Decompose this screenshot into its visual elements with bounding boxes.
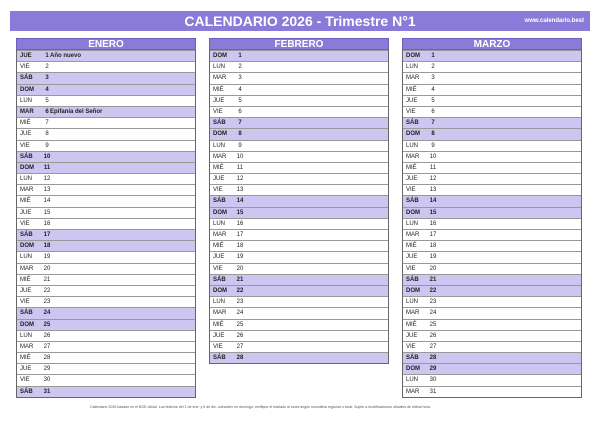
month-header: MARZO xyxy=(402,38,582,50)
day-number: 23 xyxy=(429,299,437,306)
weekday-label: VIE xyxy=(213,108,223,115)
day-row xyxy=(210,195,388,206)
weekday-label: LUN xyxy=(213,64,226,71)
day-number: 9 xyxy=(238,142,242,149)
weekday-label: JUE xyxy=(20,131,32,138)
weekday-label: MAR xyxy=(406,388,420,395)
weekday-label: MAR xyxy=(406,232,420,238)
day-row xyxy=(17,195,195,206)
weekday-label: LUN xyxy=(20,176,33,183)
day-number: 16 xyxy=(429,220,437,227)
day-number: 23 xyxy=(43,299,51,306)
day-number: 18 xyxy=(236,243,244,250)
weekday-label: LUN xyxy=(406,142,419,149)
weekday-label: JUE xyxy=(213,97,225,104)
day-number: 24 xyxy=(236,310,244,317)
weekday-label: SÁB xyxy=(213,198,226,205)
day-number: 30 xyxy=(429,377,437,384)
day-number: 11 xyxy=(43,164,51,171)
day-row xyxy=(17,307,195,318)
day-row xyxy=(210,84,388,95)
day-row xyxy=(17,117,195,128)
day-row xyxy=(17,84,195,95)
day-row xyxy=(403,307,581,318)
day-number: 12 xyxy=(43,176,51,183)
day-row xyxy=(17,363,195,374)
day-number: 27 xyxy=(429,343,437,350)
day-number: 18 xyxy=(43,243,51,250)
day-row xyxy=(210,207,388,218)
weekday-label: LUN xyxy=(406,377,419,384)
day-number: 25 xyxy=(43,321,51,328)
weekday-label: LUN xyxy=(213,299,226,306)
weekday-label: MAR xyxy=(406,75,420,82)
day-row xyxy=(17,285,195,296)
day-row xyxy=(17,173,195,184)
day-row xyxy=(210,229,388,240)
weekday-label: SÁB xyxy=(406,198,419,205)
day-row xyxy=(403,195,581,206)
weekday-label: VIE xyxy=(406,265,416,272)
day-number: 18 xyxy=(429,243,437,250)
day-number: 4 xyxy=(238,86,242,93)
day-number: 14 xyxy=(429,198,437,205)
weekday-label: LUN xyxy=(20,254,33,261)
day-number: 9 xyxy=(431,142,435,149)
day-number: 10 xyxy=(429,153,437,160)
day-row xyxy=(403,140,581,151)
weekday-label: JUE xyxy=(406,254,418,261)
day-number: 28 xyxy=(43,355,51,362)
day-row xyxy=(17,61,195,72)
day-row xyxy=(210,352,388,363)
weekday-label: MIÉ xyxy=(20,276,31,283)
weekday-label: MAR xyxy=(406,310,420,317)
day-number: 7 xyxy=(45,120,49,127)
weekday-label: SÁB xyxy=(406,355,419,362)
weekday-label: SÁB xyxy=(213,355,226,362)
day-number: 29 xyxy=(429,366,437,373)
weekday-label: JUE xyxy=(406,332,418,339)
day-number: 5 xyxy=(431,97,435,104)
day-number: 1 xyxy=(431,53,435,59)
weekday-label: MIÉ xyxy=(406,164,417,171)
day-row xyxy=(17,207,195,218)
day-row xyxy=(210,61,388,72)
day-number: 6 xyxy=(45,108,49,115)
day-row xyxy=(210,184,388,195)
day-number: 19 xyxy=(236,254,244,261)
day-number: 2 xyxy=(431,64,435,71)
weekday-label: MAR xyxy=(20,265,34,272)
day-number: 6 xyxy=(238,108,242,115)
day-number: 30 xyxy=(43,377,51,384)
day-row xyxy=(210,95,388,106)
day-number: 15 xyxy=(236,209,244,216)
day-row xyxy=(17,341,195,352)
day-row xyxy=(17,352,195,363)
weekday-label: MIÉ xyxy=(213,86,224,93)
weekday-label: SÁB xyxy=(213,276,226,283)
weekday-label: DOM xyxy=(406,53,420,59)
month-column-1 xyxy=(209,38,389,364)
weekday-label: LUN xyxy=(406,299,419,306)
day-row xyxy=(403,117,581,128)
day-number: 29 xyxy=(43,366,51,373)
weekday-label: MAR xyxy=(20,187,34,194)
weekday-label: DOM xyxy=(213,287,227,294)
day-number: 14 xyxy=(236,198,244,205)
day-row xyxy=(17,184,195,195)
weekday-label: MIÉ xyxy=(213,243,224,250)
day-row xyxy=(210,319,388,330)
day-row xyxy=(403,218,581,229)
day-number: 27 xyxy=(236,343,244,350)
day-number: 8 xyxy=(238,131,242,138)
weekday-label: MAR xyxy=(213,232,227,238)
weekday-label: VIE xyxy=(20,377,30,384)
day-row xyxy=(17,263,195,274)
day-row xyxy=(17,296,195,307)
weekday-label: MAR xyxy=(20,108,34,115)
day-row xyxy=(210,128,388,139)
holiday-label: Epifanía del Señor xyxy=(50,108,103,115)
weekday-label: JUE xyxy=(213,176,225,183)
month-header: FEBRERO xyxy=(209,38,389,50)
weekday-label: VIE xyxy=(213,343,223,350)
month-header: ENERO xyxy=(16,38,196,50)
weekday-label: LUN xyxy=(406,64,419,71)
weekday-label: DOM xyxy=(20,86,34,93)
day-number: 20 xyxy=(43,265,51,272)
weekday-label: VIE xyxy=(406,108,416,115)
day-number: 24 xyxy=(429,310,437,317)
weekday-label: JUE xyxy=(20,366,32,373)
weekday-label: JUE xyxy=(213,254,225,261)
day-row xyxy=(17,240,195,251)
weekday-label: MIÉ xyxy=(213,164,224,171)
day-row xyxy=(403,319,581,330)
month-column-0 xyxy=(16,38,196,398)
day-row xyxy=(17,330,195,341)
day-row xyxy=(403,162,581,173)
weekday-label: SÁB xyxy=(20,75,33,82)
day-number: 7 xyxy=(238,120,242,127)
day-row xyxy=(210,162,388,173)
title-bar xyxy=(10,11,590,31)
day-row xyxy=(403,207,581,218)
weekday-label: VIE xyxy=(20,299,30,306)
day-row xyxy=(17,251,195,262)
day-number: 9 xyxy=(45,142,49,149)
day-row xyxy=(403,263,581,274)
day-number: 17 xyxy=(43,232,51,238)
day-row xyxy=(210,307,388,318)
day-row xyxy=(17,140,195,151)
weekday-label: MIÉ xyxy=(406,86,417,93)
day-row xyxy=(210,173,388,184)
weekday-label: JUE xyxy=(20,287,32,294)
weekday-label: MIÉ xyxy=(20,198,31,205)
day-number: 26 xyxy=(429,332,437,339)
day-number: 14 xyxy=(43,198,51,205)
day-number: 15 xyxy=(43,209,51,216)
day-list xyxy=(209,50,389,364)
day-row xyxy=(17,50,195,61)
day-row xyxy=(210,106,388,117)
weekday-label: DOM xyxy=(406,131,420,138)
day-row xyxy=(210,341,388,352)
day-row xyxy=(17,128,195,139)
day-row xyxy=(403,374,581,385)
day-row xyxy=(403,296,581,307)
day-number: 13 xyxy=(429,187,437,194)
day-number: 21 xyxy=(429,276,437,283)
day-row xyxy=(403,128,581,139)
weekday-label: JUE xyxy=(20,53,32,59)
day-number: 25 xyxy=(429,321,437,328)
footer-note: Calendario 2026 basado en el BOE oficial. Los festivos del 1 de ene. y 6 de dic. coinciden en domingo: verifique el traslado al lunes según normativa regional o local. Sujeto a modificaciones oficiales de última hora. xyxy=(90,405,431,409)
day-row xyxy=(210,240,388,251)
weekday-label: SÁB xyxy=(406,276,419,283)
weekday-label: VIE xyxy=(20,220,30,227)
weekday-label: DOM xyxy=(20,164,34,171)
weekday-label: MIÉ xyxy=(20,355,31,362)
day-row xyxy=(403,330,581,341)
day-number: 3 xyxy=(238,75,242,82)
day-row xyxy=(403,229,581,240)
day-row xyxy=(210,263,388,274)
day-row xyxy=(17,151,195,162)
day-number: 25 xyxy=(236,321,244,328)
day-number: 7 xyxy=(431,120,435,127)
day-number: 31 xyxy=(43,388,51,395)
weekday-label: DOM xyxy=(213,53,227,59)
holiday-label: Año nuevo xyxy=(50,53,81,59)
day-number: 13 xyxy=(43,187,51,194)
day-number: 28 xyxy=(429,355,437,362)
day-number: 10 xyxy=(43,153,51,160)
day-number: 15 xyxy=(429,209,437,216)
weekday-label: MAR xyxy=(213,310,227,317)
weekday-label: MAR xyxy=(406,153,420,160)
day-number: 27 xyxy=(43,343,51,350)
weekday-label: DOM xyxy=(20,243,34,250)
day-row xyxy=(17,162,195,173)
weekday-label: MIÉ xyxy=(213,321,224,328)
weekday-label: DOM xyxy=(406,366,420,373)
weekday-label: SÁB xyxy=(20,232,33,238)
day-row xyxy=(17,274,195,285)
day-number: 20 xyxy=(236,265,244,272)
day-number: 22 xyxy=(429,287,437,294)
day-row xyxy=(403,173,581,184)
day-row xyxy=(17,218,195,229)
day-row xyxy=(17,95,195,106)
day-number: 6 xyxy=(431,108,435,115)
day-row xyxy=(210,50,388,61)
day-number: 13 xyxy=(236,187,244,194)
weekday-label: DOM xyxy=(406,209,420,216)
day-number: 17 xyxy=(236,232,244,238)
day-number: 28 xyxy=(236,355,244,362)
day-number: 12 xyxy=(236,176,244,183)
day-list xyxy=(402,50,582,398)
day-row xyxy=(403,341,581,352)
day-row xyxy=(17,72,195,83)
day-number: 24 xyxy=(43,310,51,317)
day-row xyxy=(210,151,388,162)
weekday-label: DOM xyxy=(213,209,227,216)
weekday-label: MIÉ xyxy=(406,321,417,328)
day-row xyxy=(403,72,581,83)
day-list xyxy=(16,50,196,398)
weekday-label: SÁB xyxy=(20,153,33,160)
day-row xyxy=(210,296,388,307)
day-number: 21 xyxy=(43,276,51,283)
weekday-label: SÁB xyxy=(20,388,33,395)
day-number: 10 xyxy=(236,153,244,160)
weekday-label: VIE xyxy=(20,64,30,71)
weekday-label: LUN xyxy=(213,220,226,227)
day-number: 16 xyxy=(236,220,244,227)
day-number: 12 xyxy=(429,176,437,183)
page-title: CALENDARIO 2026 - Trimestre N°1 xyxy=(184,13,416,29)
weekday-label: MAR xyxy=(213,153,227,160)
day-number: 21 xyxy=(236,276,244,283)
weekday-label: JUE xyxy=(213,332,225,339)
day-row xyxy=(210,218,388,229)
day-number: 22 xyxy=(236,287,244,294)
day-row xyxy=(403,274,581,285)
day-number: 19 xyxy=(43,254,51,261)
weekday-label: VIE xyxy=(213,265,223,272)
day-row xyxy=(403,84,581,95)
day-number: 11 xyxy=(429,164,437,171)
day-row xyxy=(17,319,195,330)
day-row xyxy=(403,95,581,106)
day-number: 4 xyxy=(431,86,435,93)
day-number: 16 xyxy=(43,220,51,227)
day-number: 5 xyxy=(238,97,242,104)
day-row xyxy=(403,61,581,72)
weekday-label: JUE xyxy=(20,209,32,216)
day-row xyxy=(17,374,195,385)
day-row xyxy=(210,117,388,128)
weekday-label: JUE xyxy=(406,176,418,183)
day-number: 31 xyxy=(429,388,437,395)
day-row xyxy=(210,285,388,296)
weekday-label: DOM xyxy=(406,287,420,294)
day-row xyxy=(403,151,581,162)
day-row xyxy=(210,251,388,262)
day-row xyxy=(210,140,388,151)
day-number: 20 xyxy=(429,265,437,272)
weekday-label: VIE xyxy=(406,187,416,194)
weekday-label: SÁB xyxy=(406,120,419,127)
day-number: 1 xyxy=(45,53,49,59)
day-number: 1 xyxy=(238,53,242,59)
month-column-2 xyxy=(402,38,582,398)
day-number: 2 xyxy=(45,64,49,71)
day-row xyxy=(17,386,195,397)
day-number: 23 xyxy=(236,299,244,306)
day-number: 4 xyxy=(45,86,49,93)
day-row xyxy=(17,229,195,240)
day-row xyxy=(403,50,581,61)
day-number: 19 xyxy=(429,254,437,261)
weekday-label: SÁB xyxy=(20,310,33,317)
weekday-label: MIÉ xyxy=(406,243,417,250)
day-number: 2 xyxy=(238,64,242,71)
day-number: 3 xyxy=(45,75,49,82)
day-number: 3 xyxy=(431,75,435,82)
weekday-label: VIE xyxy=(20,142,30,149)
day-row xyxy=(403,184,581,195)
weekday-label: JUE xyxy=(406,97,418,104)
weekday-label: LUN xyxy=(213,142,226,149)
weekday-label: VIE xyxy=(213,187,223,194)
website-link[interactable]: www.calendario.best xyxy=(524,18,584,24)
day-number: 22 xyxy=(43,287,51,294)
weekday-label: DOM xyxy=(20,321,34,328)
day-number: 5 xyxy=(45,97,49,104)
weekday-label: LUN xyxy=(20,332,33,339)
weekday-label: DOM xyxy=(213,131,227,138)
weekday-label: LUN xyxy=(406,220,419,227)
day-row xyxy=(403,240,581,251)
day-row xyxy=(403,106,581,117)
day-number: 8 xyxy=(45,131,49,138)
day-row xyxy=(403,352,581,363)
day-row xyxy=(403,251,581,262)
day-number: 26 xyxy=(43,332,51,339)
weekday-label: MAR xyxy=(213,75,227,82)
weekday-label: VIE xyxy=(406,343,416,350)
day-number: 8 xyxy=(431,131,435,138)
day-number: 26 xyxy=(236,332,244,339)
day-row xyxy=(210,72,388,83)
weekday-label: MIÉ xyxy=(20,120,31,127)
weekday-label: SÁB xyxy=(213,120,226,127)
day-row xyxy=(17,106,195,117)
weekday-label: LUN xyxy=(20,97,33,104)
day-row xyxy=(403,386,581,397)
weekday-label: MAR xyxy=(20,343,34,350)
day-number: 17 xyxy=(429,232,437,238)
day-row xyxy=(210,330,388,341)
day-row xyxy=(403,363,581,374)
day-row xyxy=(210,274,388,285)
day-number: 11 xyxy=(236,164,244,171)
day-row xyxy=(403,285,581,296)
